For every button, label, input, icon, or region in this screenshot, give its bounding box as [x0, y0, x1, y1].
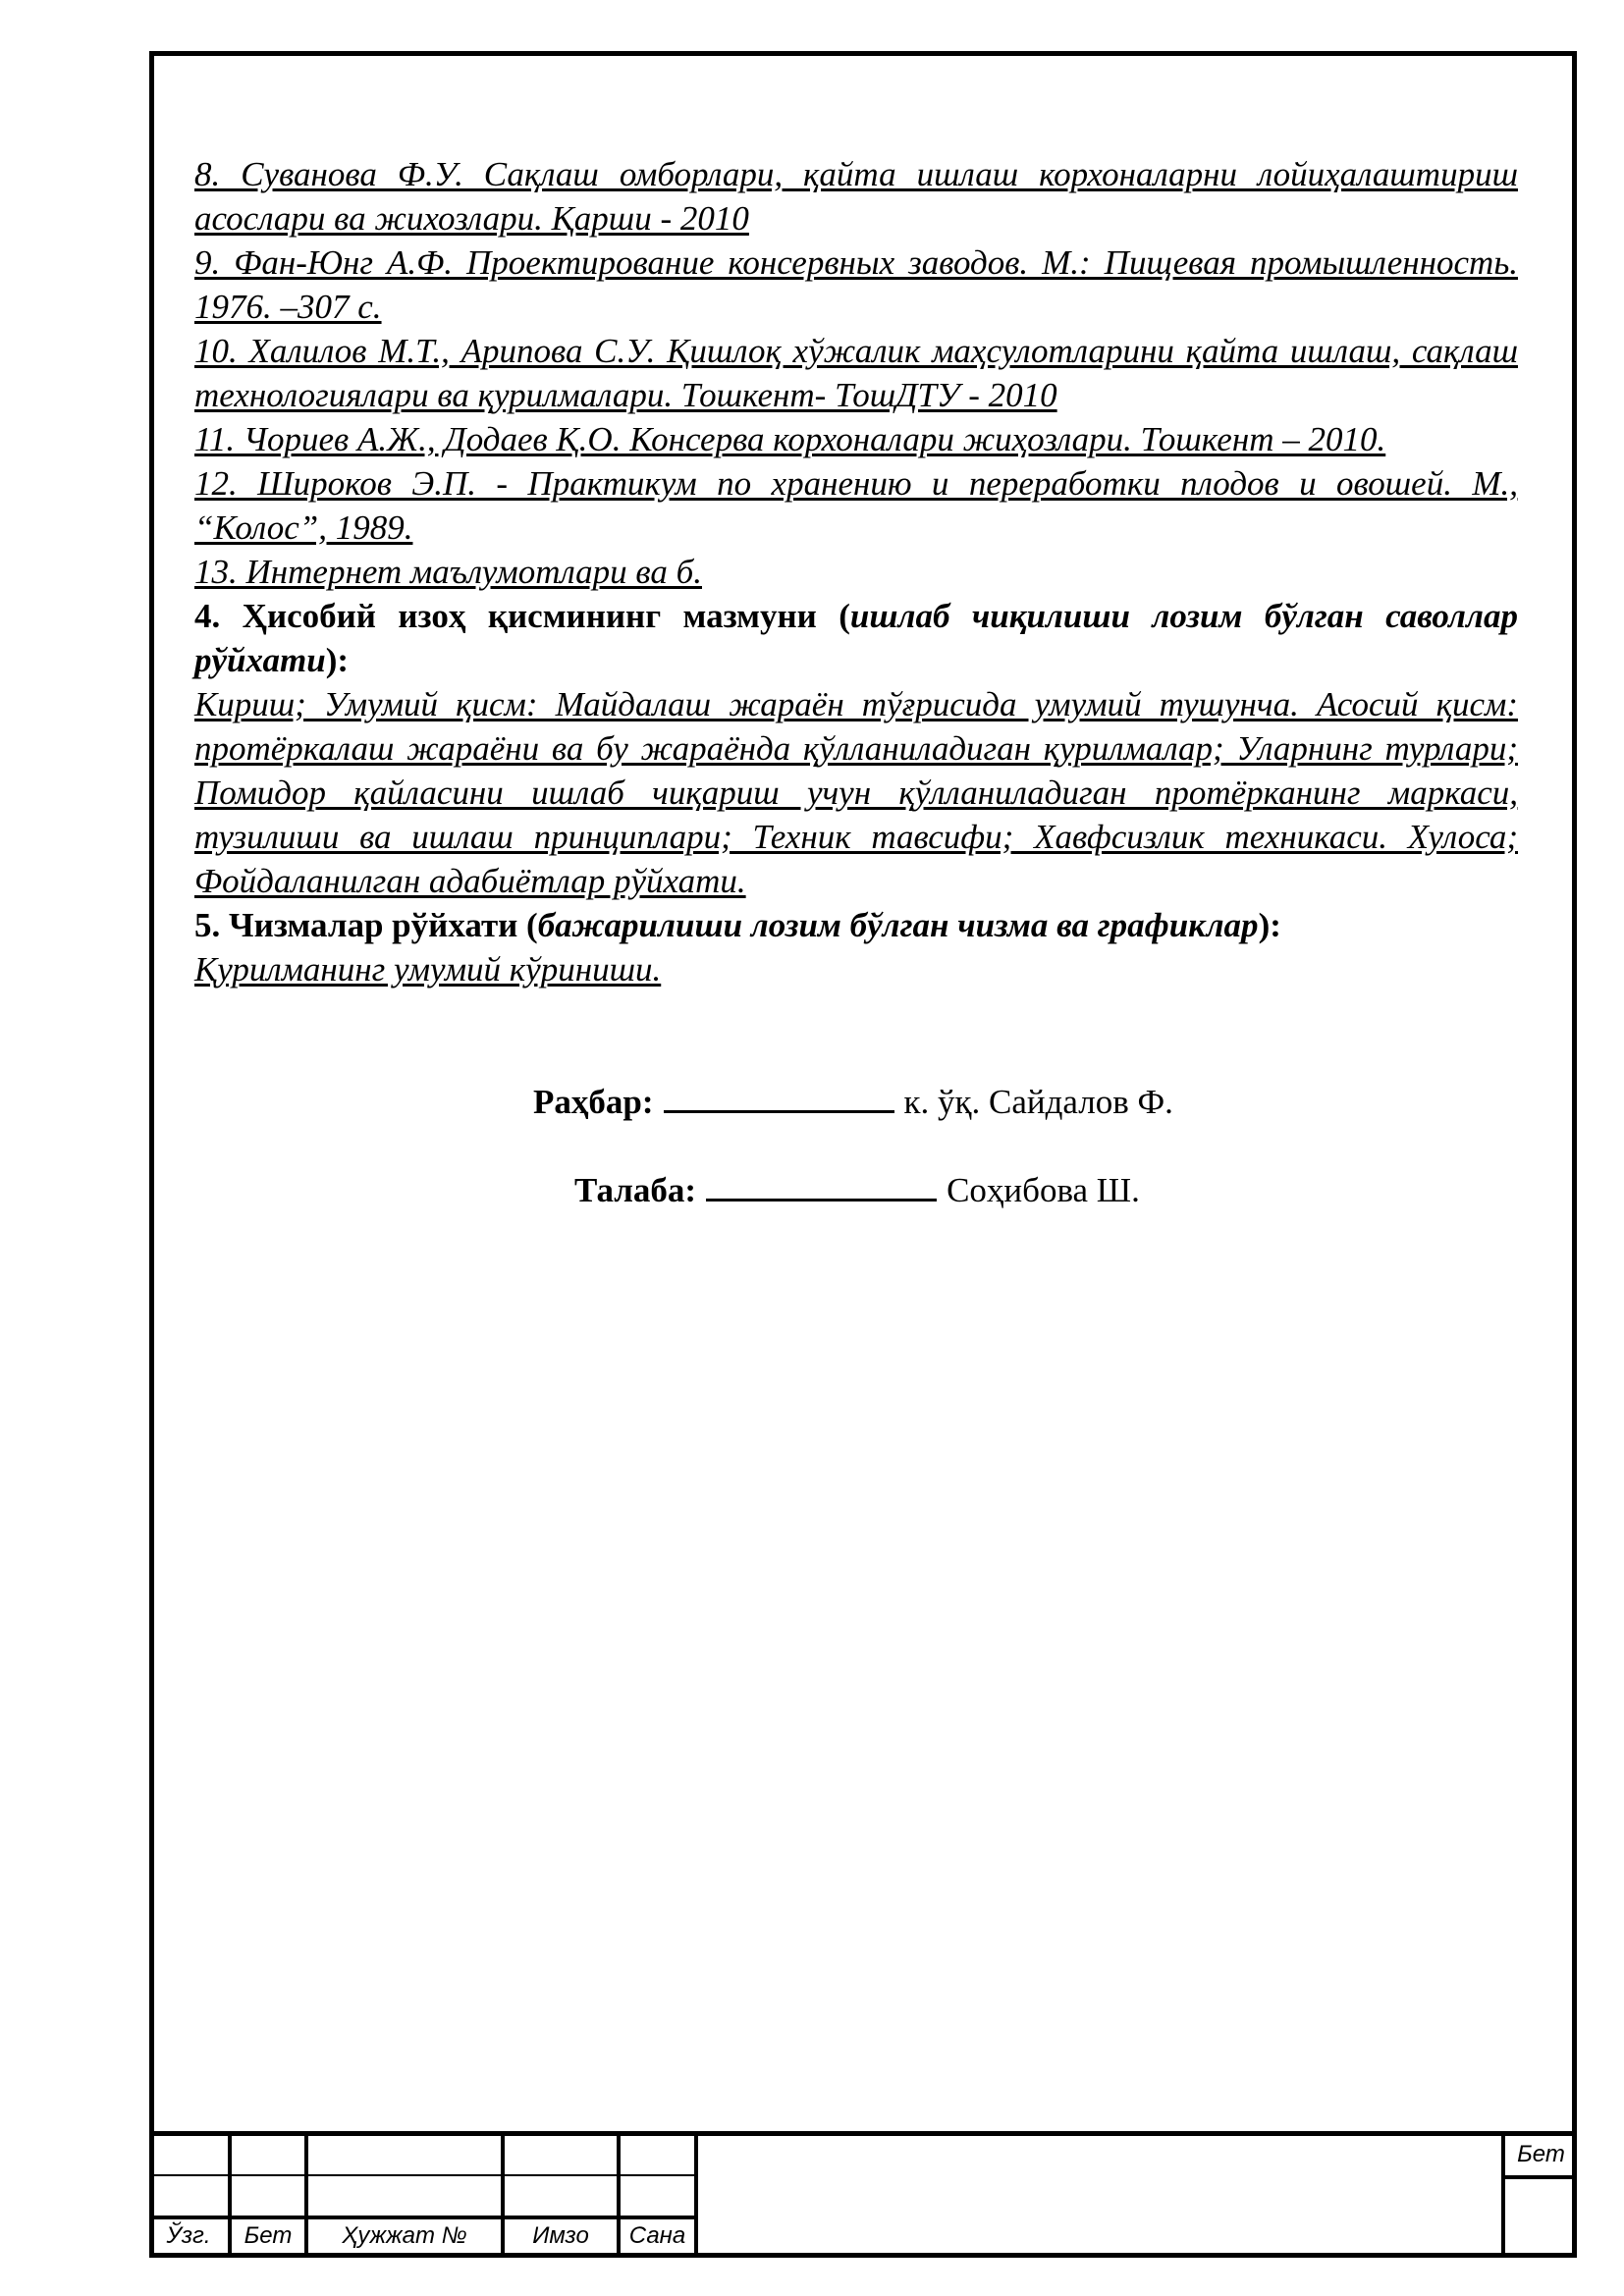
- reference-item: 13. Интернет маълумотлари ва б.: [194, 553, 702, 591]
- stamp-label-date: Сана: [628, 2222, 686, 2249]
- section-4-heading: [194, 594, 1518, 682]
- signature-line: [706, 1169, 937, 1201]
- section-4-heading-hint: ишлаб чиқилиши лозим бўлган саволлар рўйхати: [194, 597, 1518, 679]
- title-block-stamp: [149, 2131, 1577, 2258]
- section-5-heading-start: 5. Чизмалар рўйхати (: [194, 906, 538, 944]
- stamp-label-signature: Имзо: [532, 2222, 589, 2249]
- document-body: [194, 152, 1518, 991]
- section-4-body: Кириш; Умумий қисм: Майдалаш жараён тўғрисида умумий тушунча. Асосий қисм: протёркалаш жараёни ва бу жараёнда қўлланиладиган қурилмалар; Уларнинг турлари; Помидор қайласини ишлаб чиқариш учун қўлланиладиган протёрканинг маркаси, тузилиши ва ишлаш принциплари; Техник тавсифи; Хавфсизлик техникаси. Хулоса; Фойдаланилган адабиётлар рўйхати.: [194, 685, 1518, 900]
- section-5-heading-hint: бажарилиши лозим бўлган чизма ва графиклар: [537, 906, 1259, 944]
- supervisor-name: к. ўқ. Сайдалов Ф.: [903, 1083, 1173, 1121]
- section-5-heading: [194, 903, 1518, 947]
- stamp-label-document-no: Ҳужжат №: [342, 2222, 467, 2249]
- student-signature: [574, 1168, 1140, 1212]
- reference-item: 11. Чориев А.Ж., Додаев Қ.О. Консерва корхоналари жиҳозлари. Тошкент – 2010.: [194, 420, 1386, 458]
- reference-item: 9. Фан-Юнг А.Ф. Проектирование консервных заводов. М.: Пищевая промышленность. 1976. –307 с.: [194, 243, 1518, 326]
- stamp-label-changes: Ўзг.: [166, 2222, 211, 2249]
- student-name: Соҳибова Ш.: [947, 1171, 1140, 1209]
- section-4-heading-end: ):: [325, 641, 350, 679]
- reference-item: 10. Халилов М.Т., Арипова С.У. Қишлоқ хўжалик маҳсулотларини қайта ишлаш, сақлаш технологиялари ва қурилмалари. Тошкент- ТошДТУ - 2010: [194, 332, 1518, 414]
- student-role: Талаба:: [574, 1171, 697, 1209]
- stamp-line: [1501, 2175, 1577, 2179]
- stamp-line: [694, 2131, 698, 2258]
- reference-item: 8. Суванова Ф.У. Сақлаш омборлари, қайта ишлаш корхоналарни лойиҳалаштириш асослари ва жихозлари. Қарши - 2010: [194, 155, 1518, 238]
- supervisor-role: Раҳбар:: [533, 1083, 654, 1121]
- section-5-heading-end: ):: [1258, 906, 1281, 944]
- reference-item: 12. Широков Э.П. - Практикум по хранению и переработки плодов и овошей. М., “Колос”, 1989.: [194, 464, 1518, 547]
- section-5-body: Қурилманинг умумий кўриниши.: [194, 950, 662, 988]
- section-4-heading-start: 4. Ҳисобий изоҳ қисмининг мазмуни (: [194, 597, 850, 635]
- stamp-page-label: Бет: [1517, 2141, 1565, 2167]
- signature-line: [664, 1081, 894, 1113]
- supervisor-signature: [533, 1080, 1173, 1124]
- stamp-label-page: Бет: [244, 2222, 293, 2249]
- stamp-line: [149, 2131, 1577, 2136]
